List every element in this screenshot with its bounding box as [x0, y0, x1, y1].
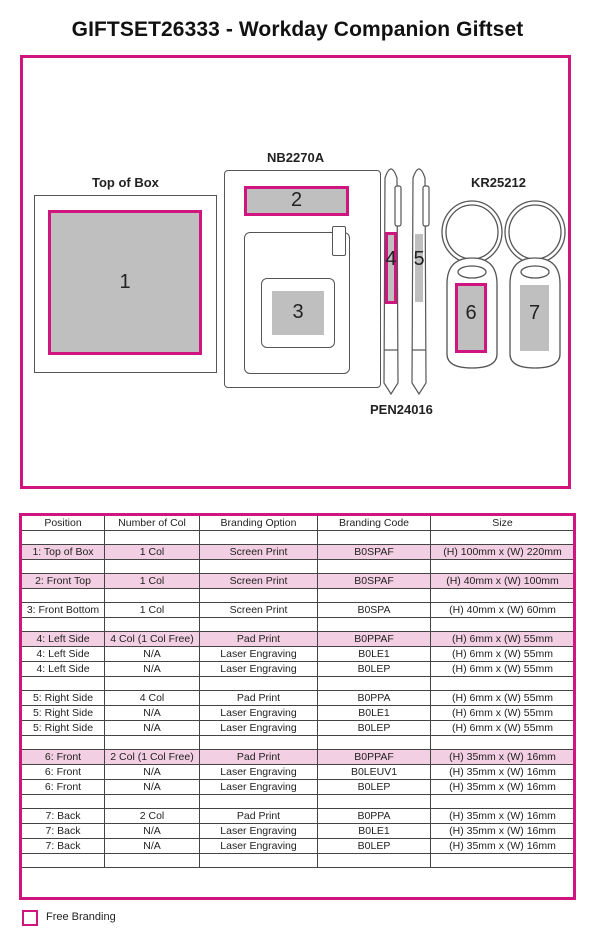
table-cell: 7: Back [22, 809, 105, 824]
table-cell: N/A [105, 721, 200, 736]
table-cell: 5: Right Side [22, 706, 105, 721]
table-cell [200, 531, 318, 545]
table-cell: 2: Front Top [22, 574, 105, 589]
table-cell: N/A [105, 824, 200, 839]
table-row [22, 750, 575, 765]
table-cell: Pad Print [200, 750, 318, 765]
position-number-3: 3 [292, 301, 304, 323]
table-cell [105, 560, 200, 574]
table-cell: B0SPAF [318, 545, 431, 560]
table-header-row [22, 516, 575, 531]
table-cell: B0SPA [318, 603, 431, 618]
table-cell [22, 589, 105, 603]
table-row [22, 691, 575, 706]
table-cell: Laser Engraving [200, 780, 318, 795]
table-cell: Laser Engraving [200, 662, 318, 677]
table-cell [105, 618, 200, 632]
table-cell: Laser Engraving [200, 647, 318, 662]
table-cell: B0PPA [318, 809, 431, 824]
table-cell [318, 795, 431, 809]
table-cell [431, 795, 575, 809]
table-row [22, 706, 575, 721]
table-cell: (H) 40mm x (W) 100mm [431, 574, 575, 589]
table-cell [318, 854, 431, 868]
table-cell [105, 795, 200, 809]
notebook-window [261, 278, 335, 348]
table-cell: B0PPAF [318, 632, 431, 647]
table-spacer-row [22, 589, 575, 603]
top-of-box-label: Top of Box [92, 175, 159, 190]
keyring-illustration [437, 198, 569, 370]
table-cell [318, 618, 431, 632]
table-cell [200, 560, 318, 574]
table-cell: N/A [105, 780, 200, 795]
table-cell: N/A [105, 839, 200, 854]
table-row [22, 603, 575, 618]
product-illustration-panel [20, 55, 571, 489]
table-cell: 5: Right Side [22, 721, 105, 736]
branding-table [21, 515, 575, 868]
table-cell: 6: Front [22, 750, 105, 765]
table-cell: B0PPA [318, 691, 431, 706]
table-cell: (H) 6mm x (W) 55mm [431, 721, 575, 736]
table-cell: B0LEP [318, 721, 431, 736]
notebook-label: NB2270A [267, 150, 325, 165]
table-cell [105, 854, 200, 868]
header-number-of-col: Number of Col [105, 516, 200, 531]
table-cell: Pad Print [200, 691, 318, 706]
table-row [22, 574, 575, 589]
table-cell: Screen Print [200, 603, 318, 618]
table-cell [431, 618, 575, 632]
table-cell: (H) 6mm x (W) 55mm [431, 647, 575, 662]
table-row [22, 545, 575, 560]
table-cell: B0LEUV1 [318, 765, 431, 780]
table-cell [22, 677, 105, 691]
table-cell [105, 531, 200, 545]
notebook-illustration [224, 170, 381, 388]
header-size: Size [431, 516, 575, 531]
table-row [22, 824, 575, 839]
table-cell: (H) 35mm x (W) 16mm [431, 750, 575, 765]
table-cell [200, 854, 318, 868]
table-cell: 7: Back [22, 824, 105, 839]
table-cell: 2 Col [105, 809, 200, 824]
table-cell: Pad Print [200, 809, 318, 824]
table-cell [318, 677, 431, 691]
table-cell: N/A [105, 765, 200, 780]
table-cell: (H) 6mm x (W) 55mm [431, 691, 575, 706]
table-cell: Laser Engraving [200, 706, 318, 721]
page-title: GIFTSET26333 - Workday Companion Giftset [71, 18, 524, 41]
table-cell: (H) 6mm x (W) 55mm [431, 706, 575, 721]
table-cell: 1: Top of Box [22, 545, 105, 560]
table-cell [200, 618, 318, 632]
table-spacer-row [22, 560, 575, 574]
table-cell: N/A [105, 662, 200, 677]
table-cell: 1 Col [105, 545, 200, 560]
table-cell [431, 736, 575, 750]
table-cell [22, 854, 105, 868]
table-spacer-row [22, 677, 575, 691]
table-cell: 4 Col [105, 691, 200, 706]
table-cell [431, 589, 575, 603]
pen-label: PEN24016 [370, 402, 433, 417]
table-cell [105, 736, 200, 750]
table-cell: (H) 6mm x (W) 55mm [431, 632, 575, 647]
table-cell [105, 677, 200, 691]
table-spacer-row [22, 795, 575, 809]
table-cell [22, 560, 105, 574]
table-cell: 4: Left Side [22, 647, 105, 662]
table-spacer-row [22, 736, 575, 750]
table-cell: 1 Col [105, 603, 200, 618]
table-cell: (H) 35mm x (W) 16mm [431, 839, 575, 854]
table-cell: Laser Engraving [200, 839, 318, 854]
table-cell [318, 736, 431, 750]
pen-illustration [377, 158, 441, 398]
position-number-2: 2 [290, 189, 303, 211]
header-branding-code: Branding Code [318, 516, 431, 531]
table-cell: 1 Col [105, 574, 200, 589]
table-spacer-row [22, 854, 575, 868]
table-row [22, 765, 575, 780]
table-cell: (H) 35mm x (W) 16mm [431, 765, 575, 780]
table-cell: 3: Front Bottom [22, 603, 105, 618]
table-cell: (H) 40mm x (W) 60mm [431, 603, 575, 618]
table-cell: Laser Engraving [200, 721, 318, 736]
table-cell [431, 531, 575, 545]
table-spacer-row [22, 618, 575, 632]
table-cell: (H) 6mm x (W) 55mm [431, 662, 575, 677]
position-number-7: 7 [528, 302, 541, 324]
table-cell: (H) 35mm x (W) 16mm [431, 780, 575, 795]
table-row [22, 632, 575, 647]
table-cell: Laser Engraving [200, 824, 318, 839]
table-cell: Laser Engraving [200, 765, 318, 780]
table-cell [318, 589, 431, 603]
table-cell: 2 Col (1 Col Free) [105, 750, 200, 765]
table-cell [431, 677, 575, 691]
table-cell [431, 560, 575, 574]
table-cell: Screen Print [200, 545, 318, 560]
table-cell [22, 795, 105, 809]
table-cell: B0LEP [318, 662, 431, 677]
table-cell: 4: Left Side [22, 632, 105, 647]
table-row [22, 809, 575, 824]
table-cell: B0PPAF [318, 750, 431, 765]
table-cell: Screen Print [200, 574, 318, 589]
table-cell: (H) 35mm x (W) 16mm [431, 824, 575, 839]
table-row [22, 721, 575, 736]
table-cell [200, 795, 318, 809]
position-number-5: 5 [413, 248, 425, 270]
table-row [22, 647, 575, 662]
table-cell [318, 560, 431, 574]
table-cell: B0LEP [318, 839, 431, 854]
position-number-4: 4 [385, 248, 397, 270]
table-cell: 5: Right Side [22, 691, 105, 706]
table-cell: 7: Back [22, 839, 105, 854]
table-cell: 4 Col (1 Col Free) [105, 632, 200, 647]
table-cell [105, 589, 200, 603]
table-cell: B0LE1 [318, 824, 431, 839]
table-cell: 6: Front [22, 765, 105, 780]
table-cell [22, 531, 105, 545]
table-cell [431, 854, 575, 868]
free-branding-swatch [22, 910, 38, 926]
header-position: Position [22, 516, 105, 531]
table-cell [318, 531, 431, 545]
table-cell: B0SPAF [318, 574, 431, 589]
table-cell: 6: Front [22, 780, 105, 795]
table-cell: 4: Left Side [22, 662, 105, 677]
header-branding-option: Branding Option [200, 516, 318, 531]
table-cell: B0LE1 [318, 706, 431, 721]
table-cell [200, 736, 318, 750]
table-row [22, 839, 575, 854]
table-cell [22, 736, 105, 750]
table-cell: N/A [105, 647, 200, 662]
table-cell: N/A [105, 706, 200, 721]
table-cell: (H) 35mm x (W) 16mm [431, 809, 575, 824]
table-row [22, 780, 575, 795]
notebook-pen-clip [332, 226, 346, 256]
table-row [22, 662, 575, 677]
position-number-6: 6 [465, 302, 477, 324]
keyring-label: KR25212 [471, 175, 526, 190]
position-number-1: 1 [119, 271, 131, 293]
table-cell [200, 589, 318, 603]
table-cell: B0LE1 [318, 647, 431, 662]
table-cell: B0LEP [318, 780, 431, 795]
table-cell [22, 618, 105, 632]
table-cell [200, 677, 318, 691]
legend-label: Free Branding [46, 911, 116, 923]
table-cell: Pad Print [200, 632, 318, 647]
box-top-illustration [34, 195, 217, 373]
table-cell: (H) 100mm x (W) 220mm [431, 545, 575, 560]
table-spacer-row [22, 531, 575, 545]
